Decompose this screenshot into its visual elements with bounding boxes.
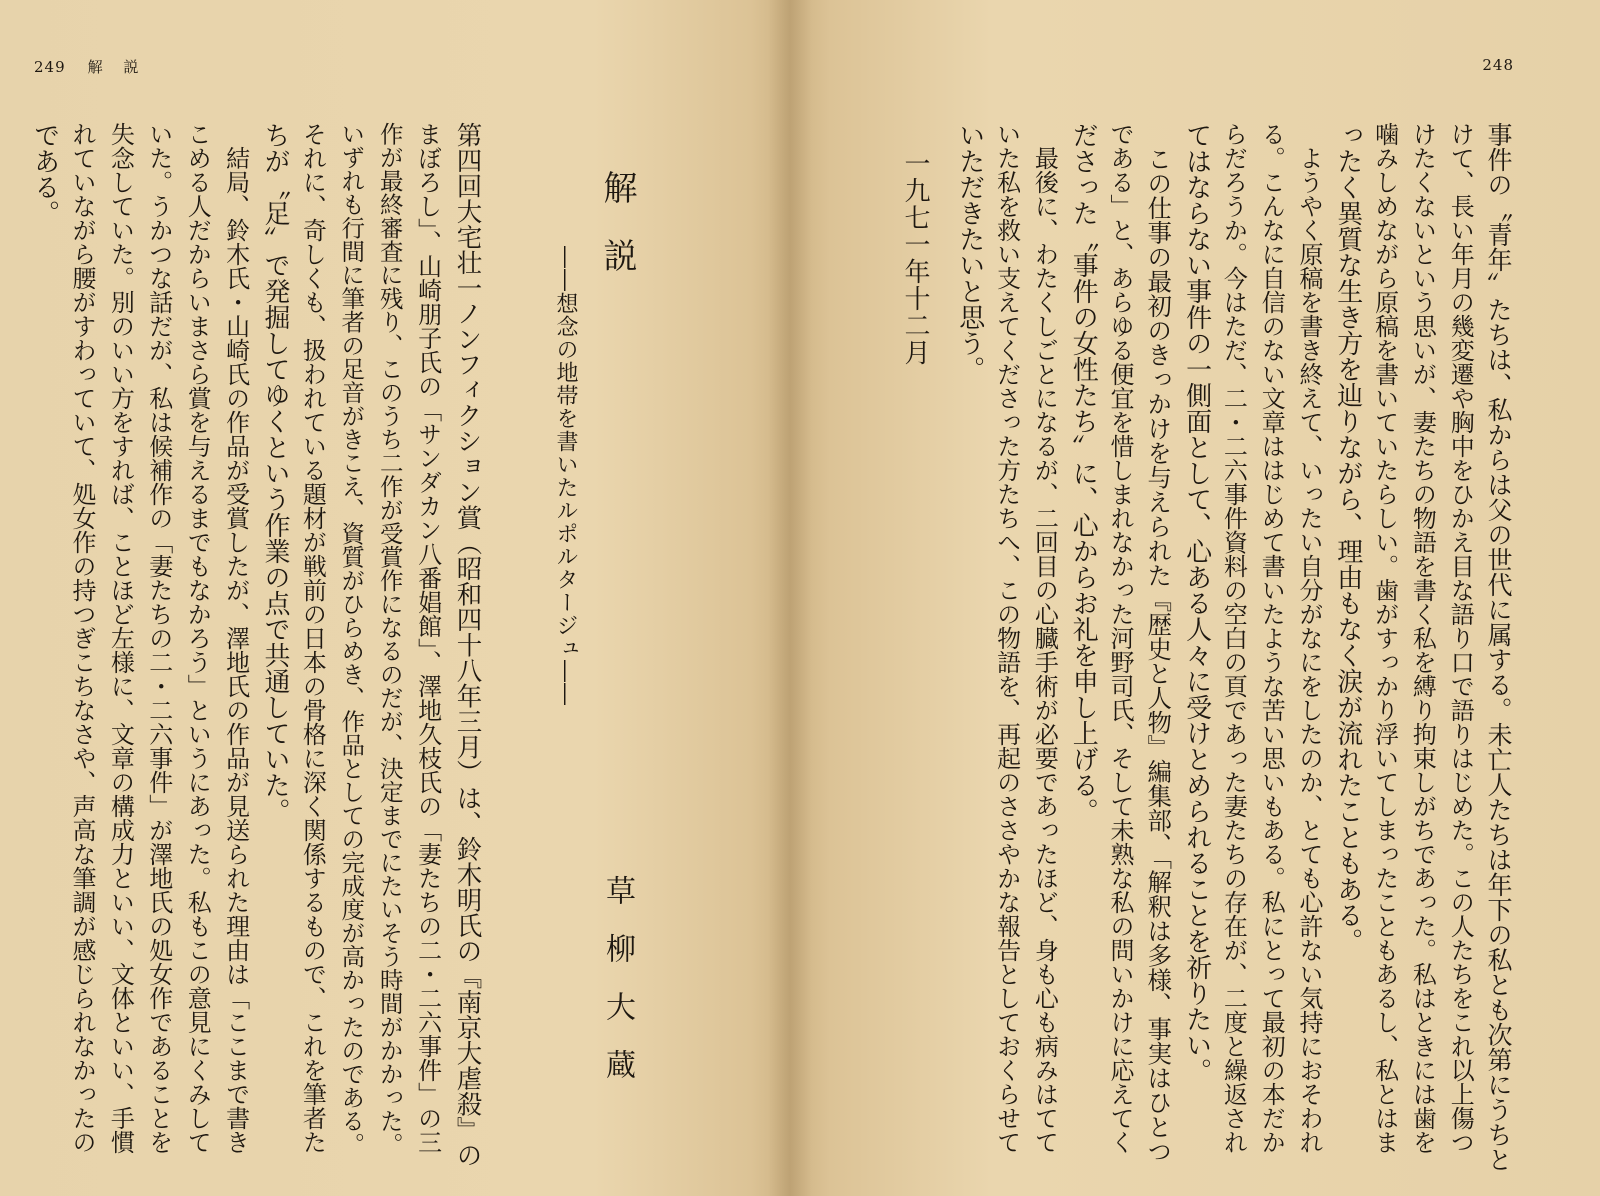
text-column-left-12: である。 <box>29 122 60 226</box>
text-column-right-6: ようやく原稿を書き終えて、いったい自分がなにをしたのか、とても心許ない気持におそわれ <box>1295 122 1323 1154</box>
running-head-right <box>1482 56 1514 74</box>
page-number-left: 249 <box>34 58 66 76</box>
text-column-right-1: 事件の〝青年〟たちは、私からは父の世代に属する。未亡人たちは年下の私とも次第にうちと <box>1484 122 1513 1172</box>
text-column-right-11: である」と、あらゆる便宜を惜しまれなかった河野司氏、そして未熟な私の問いかけに応えてく <box>1106 122 1134 1154</box>
author-name: 草柳大蔵 <box>600 875 635 1107</box>
left-page <box>0 0 790 1196</box>
text-column-left-1: 第四回大宅壮一ノンフィクション賞（昭和四十八年三月）は、鈴木明氏の『南京大虐殺』の <box>452 122 483 1168</box>
book-gutter <box>768 0 812 1196</box>
text-column-right-7: る。こんなに自信のない文章ははじめて書いたような苦い思いもある。私にとって最初の本だか <box>1257 122 1286 1154</box>
text-column-right-12: ださった〝事件の女性たち〟に、心からお礼を申し上げる。 <box>1068 122 1099 824</box>
text-column-right-3: けたくないという思いが、妻たちの物語を書く私を縛り拘束しがちであった。私はときには歯を <box>1408 122 1437 1154</box>
text-column-left-10: 失念していた。別のいい方をすれば、ことほど左様に、文章の構成力といい、文体といい、手慣 <box>106 122 135 1154</box>
essay-subtitle: ――想念の地帯を書いたルポルタージュ―― <box>553 246 578 706</box>
text-column-left-5: それに、奇しくも、扱われている題材が戦前の日本の骨格に深く関係するもので、これを筆者た <box>298 122 327 1154</box>
running-head-left <box>34 56 146 77</box>
text-column-right-5: ったく異質な生き方を辿りながら、理由もなく涙が流れたこともある。 <box>1332 122 1363 954</box>
text-column-right-9: てはならない事件の一側面として、心ある人々に受けとめられることを祈りたい。 <box>1181 122 1212 1084</box>
text-column-left-7: 結局、鈴木氏・山崎氏の作品が受賞したが、澤地氏の作品が見送られた理由は「ここまで書き <box>221 122 250 1154</box>
text-column-left-2: まぼろし」、山崎朋子氏の「サンダカン八番娼館」、澤地久枝氏の「妻たちの二・二六事件」の三 <box>413 122 442 1154</box>
text-column-left-4: いずれも行間に筆者の足音がきこえ、資質がひらめき、作品としての完成度が高かったのである。 <box>337 122 366 1156</box>
text-column-right-10: この仕事の最初のきっかけを与えられた『歴史と人物』編集部、「解釈は多様、事実はひとつ <box>1144 122 1174 1164</box>
text-column-right-13: 最後に、わたくしごとになるが、二回目の心臓手術が必要であったほど、身も心も病みはてて <box>1030 122 1059 1154</box>
text-column-left-6: ちが〝足〟で発掘してゆくという作業の点で共通していた。 <box>260 122 290 824</box>
text-column-left-11: れていながら腰がすわっていて、処女作の持つぎこちなさや、声高な筆調が感じられなかったの <box>68 122 96 1154</box>
text-column-right-8: らだろうか。今はただ、二・二六事件資料の空白の頁であった妻たちの存在が、二度と繰返され <box>1219 122 1248 1154</box>
text-column-right-14: いた私を救い支えてくださった方たちへ、この物語を、再起のささやかな報告としておくらせて <box>992 122 1021 1154</box>
page-number-right: 248 <box>1482 56 1514 74</box>
text-column-left-8: こめる人だからいまさら賞を与えるまでもなかろう」というにあった。私もこの意見にくみして <box>183 122 212 1154</box>
right-page <box>790 0 1600 1196</box>
date-line: 一九七一年十二月 <box>900 150 930 366</box>
text-column-right-15: いただきたいと思う。 <box>954 122 985 382</box>
text-column-right-2: けて、長い年月の幾変遷や胸中をひかえ目な語り口で語りはじめた。この人たちをこれ以上傷つ <box>1446 122 1475 1154</box>
running-title: 解 説 <box>87 58 147 76</box>
essay-title: 解説 <box>597 170 637 306</box>
text-column-left-9: いた。うかつな話だが、私は候補作の「妻たちの二・二六事件」が澤地氏の処女作であることを <box>144 122 173 1154</box>
text-column-right-4: 噛みしめながら原稿を書いていたらしい。歯がすっかり浮いてしまったこともあるし、私とはま <box>1370 122 1399 1154</box>
text-column-left-3: 作が最終審査に残り、このうち二作が受賞作になるのだが、決定までにたいそう時間がかかった。 <box>375 122 404 1156</box>
